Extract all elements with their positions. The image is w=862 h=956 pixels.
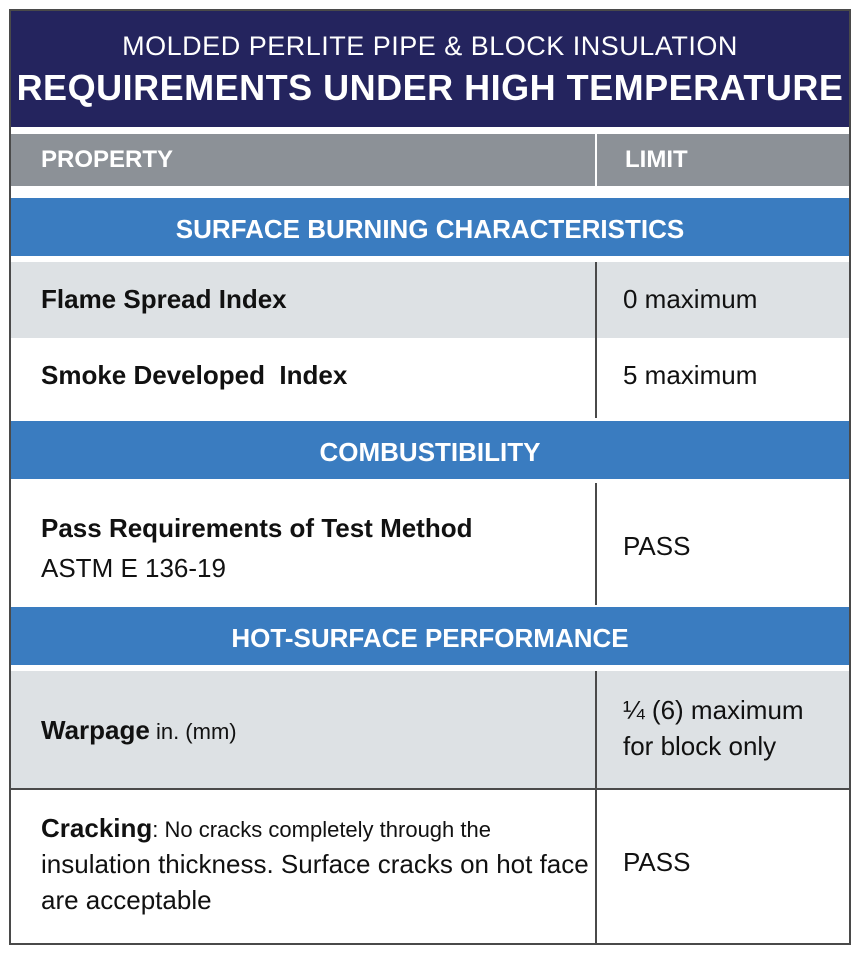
row-divider [11, 788, 849, 790]
property-description: : No cracks completely through the [152, 817, 491, 842]
limit-cell-line-2: for block only [623, 731, 777, 761]
table-row [11, 789, 849, 943]
table-row [11, 338, 849, 418]
property-unit: in. (mm) [149, 719, 237, 744]
section-heading-surface-burning: SURFACE BURNING CHARACTERISTICS [11, 196, 849, 258]
limit-cell-line-1: ¼ (6) maximum [623, 695, 804, 725]
property-description-line-2: insulation thickness. Surface cracks on hot face [41, 849, 589, 879]
column-divider [595, 483, 597, 605]
table-title [11, 11, 849, 131]
limit-cell: PASS [623, 531, 691, 561]
column-header-row [11, 134, 849, 190]
property-subtext: ASTM E 136-19 [41, 553, 226, 583]
header-divider [595, 134, 597, 190]
limit-cell: 5 maximum [623, 360, 758, 390]
column-divider [595, 671, 597, 943]
title-line-1: MOLDED PERLITE PIPE & BLOCK INSULATION [122, 31, 738, 61]
section-heading-combustibility: COMBUSTIBILITY [11, 419, 849, 481]
column-header-property: PROPERTY [41, 146, 174, 173]
table-row [11, 262, 849, 338]
requirements-table [9, 9, 851, 945]
limit-cell: 0 maximum [623, 284, 758, 314]
property-cell [41, 813, 491, 844]
property-description-line-3: are acceptable [41, 885, 212, 915]
property-cell: Pass Requirements of Test Method [41, 513, 473, 543]
property-cell: Flame Spread Index [41, 284, 287, 314]
property-cell [41, 715, 237, 746]
section-heading-hot-surface: HOT-SURFACE PERFORMANCE [11, 605, 849, 667]
column-divider [595, 262, 597, 418]
property-name: Warpage [41, 715, 150, 745]
column-header-limit: LIMIT [625, 146, 688, 173]
property-name: Cracking [41, 813, 153, 843]
table-row [11, 483, 849, 605]
property-cell: Smoke Developed Index [41, 360, 348, 390]
title-line-2: REQUIREMENTS UNDER HIGH TEMPERATURE [16, 67, 844, 108]
table-row [11, 671, 849, 789]
limit-cell: PASS [623, 847, 691, 877]
